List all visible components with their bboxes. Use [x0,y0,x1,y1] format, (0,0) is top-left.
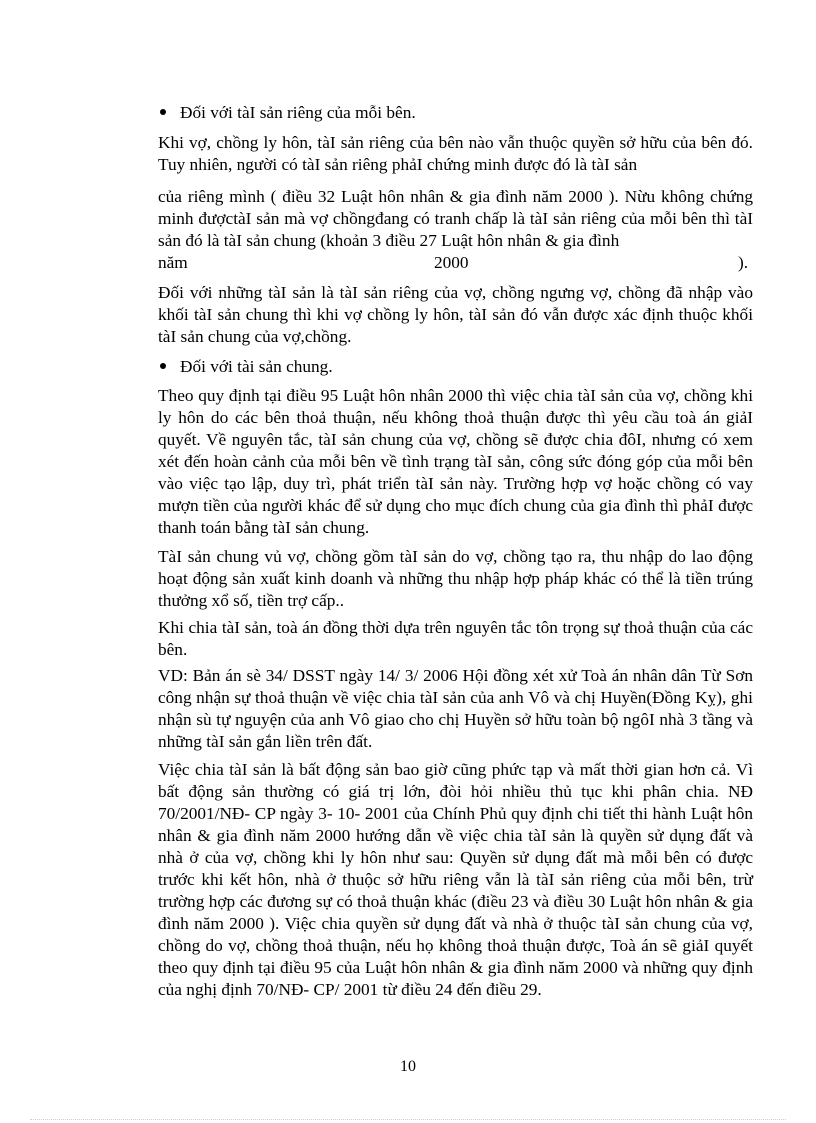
paragraph-common-property-definition: TàI sản chung vủ vợ, chồng gồm tàI sản do vợ, chồng tạo ra, thu nhập do lao động hoạt động sản xuất kinh doanh và những thu nhập hợp pháp khác có thể là tiền trúng thưởng xổ số, tiền trợ cấp.. [158,547,753,610]
paragraph-real-estate: Việc chia tàI sản là bất động sản bao giờ cũng phức tạp và mất thời gian hơn cả. Vì bất động sản thường có giá trị lớn, đòi hỏi nhiều thủ tục khi phân chia. NĐ 70/2001/NĐ- CP ngày 3- 10- 2001 của Chính Phủ quy định chi tiết thi hành Luật hôn nhân & gia đình năm 2000 hướng dẫn về việc chia tàI sản là quyền sử dụng đất và nhà ở của vợ, chồng khi ly hôn như sau: Quyền sử dụng đất mà mỗi bên có được trước khi kết hôn, nhà ở thuộc sở hữu riêng vẫn là tàI sản riêng của mỗi bên, trừ trường hợp các đương sự có thoả thuận khác (điều 23 và điều 30 Luật hôn nhân & gia đình năm 2000 ). Việc chia quyền sử dụng đất và nhà ở thuộc tàI sản chung của vợ, chồng do vợ, chồng thoả thuận, nếu họ không thoả thuận được, Toà án sẽ giảI quyết theo quy định tại điều 95 của Luật hôn nhân & gia đình năm 2000 và những quy định của nghị định 70/NĐ- CP/ 2001 từ điều 24 đến điều 29. [158,760,753,999]
bullet-common-property: Đối với tài sản chung. [160,356,333,378]
paragraph-agreement-principle: Khi chia tàI sản, toà án đồng thời dựa trên nguyên tắc tôn trọng sự thoả thuận của các bên. [158,618,753,659]
paragraph-own-property-1: Khi vợ, chồng ly hôn, tàI sản riêng của bên nào vẫn thuộc quyền sở hữu của bên đó. Tuy nhiên, người có tàI sản riêng phảI chứng minh được đó là tàI sản [158,133,753,174]
document-page: Đối với tàI sản riêng của mỗi bên. Khi vợ, chồng ly hôn, tàI sản riêng của bên nào vẫn thuộc quyền sở hữu của bên đó. Tuy nhiên, người có tàI sản riêng phảI chứng minh được đó là tàI sản của riêng mình ( điều 32 Luật hôn nhân & gia đình năm 2000 ). Nừu không chứng minh đượctàI sản mà vợ chồngđang có tranh chấp là tàI sản riêng của mỗi bên thì tàI sản đó là tàI sản chung (khoản 3 điều 27 Luật hôn nhân & gia đình năm 2000 ). Đối với những tàI sản là tàI sản riêng của vợ, chồng ngưng vợ, chồng đã nhập vào khối tàI sản chung thì khi vợ chồng ly hôn, tàI sản đó vẫn được xác định thuộc khối tàI sản chung của vợ,chồng. Đối với tài sản chung. Theo quy định tại điều 95 Luật hôn nhân 2000 thì việc chia tàI sản của vợ, chồng khi ly hôn do các bên thoả thuận, nếu không thoả thuận được thì yêu cầu toà án giảI quyết. Về nguyên tắc, tàI sản chung của vợ, chồng sẽ được chia đôI, nhưng có xem xét đến hoàn cảnh của mỗi bên về tình trạng tàI sản, công sức đóng góp của mỗi bên vào việc tạo lập, duy trì, phát triển tàI sản này. Trường hợp vợ hoặc chồng có vay mượn tiền của người khác để sử dụng cho mục đích chung của gia đình thì phảI được thanh toán bằng tàI sản chung. TàI sản chung vủ vợ, chồng gồm tàI sản do vợ, chồng tạo ra, thu nhập do lao động hoạt động sản xuất kinh doanh và những thu nhập hợp pháp khác có thể là tiền trúng thưởng xổ số, tiền trợ cấp.. Khi chia tàI sản, toà án đồng thời dựa trên nguyên tắc tôn trọng sự thoả thuận của các bên. VD: Bản án sè 34/ DSST ngày 14/ 3/ 2006 Hội đồng xét xử Toà án nhân dân Từ Sơn công nhận sự thoả thuận về việc chia tàI sản của anh Vô và chị Huyền(Đồng Kỵ), ghi nhận sù tự nguyện của anh Vô giao cho chị Huyền sở hữu toàn bộ ngôI nhà 3 tầng và những tàI sản gắn liền trên đất. Việc chia tàI sản là bất động sản bao giờ cũng phức tạp và mất thời gian hơn cả. Vì bất động sản thường có giá trị lớn, đòi hỏi nhiều thủ tục khi phân chia. NĐ 70/2001/NĐ- CP ngày 3- 10- 2001 của Chính Phủ quy định chi tiết thi hành Luật hôn nhân & gia đình năm 2000 hướng dẫn về việc chia tàI sản là quyền sử dụng đất và nhà ở của vợ, chồng khi ly hôn như sau: Quyền sử dụng đất mà mỗi bên có được trước khi kết hôn, nhà ở thuộc sở hữu riêng vẫn là tàI sản riêng của mỗi bên, trừ trường hợp các đương sự có thoả thuận khác (điều 23 và điều 30 Luật hôn nhân & gia đình năm 2000 ). Việc chia quyền sử dụng đất và nhà ở thuộc tàI sản chung của vợ, chồng do vợ, chồng thoả thuận, nếu họ không thoả thuận được, Toà án sẽ giảI quyết theo quy định tại điều 95 của Luật hôn nhân & gia đình năm 2000 và những quy định của nghị định 70/NĐ- CP/ 2001 từ điều 24 đến điều 29. 10 [0,0,816,1123]
paragraph-example-case: VD: Bản án sè 34/ DSST ngày 14/ 3/ 2006 Hội đồng xét xử Toà án nhân dân Từ Sơn công nhận sự thoả thuận về việc chia tàI sản của anh Vô và chị Huyền(Đồng Kỵ), ghi nhận sù tự nguyện của anh Vô giao cho chị Huyền sở hữu toàn bộ ngôI nhà 3 tầng và những tàI sản gắn liền trên đất. [158,666,753,751]
bullet-dot-icon [160,109,166,115]
bullet-own-property: Đối với tàI sản riêng của mỗi bên. [160,102,416,124]
page-number: 10 [400,1058,416,1075]
paragraph-merged-property: Đối với những tàI sản là tàI sản riêng của vợ, chồng ngưng vợ, chồng đã nhập vào khối tàI sản chung thì khi vợ chồng ly hôn, tàI sản đó vẫn được xác định thuộc khối tàI sản chung của vợ,chồng. [158,283,753,346]
paragraph-division-rules: Theo quy định tại điều 95 Luật hôn nhân 2000 thì việc chia tàI sản của vợ, chồng khi ly hôn do các bên thoả thuận, nếu không thoả thuận được thì yêu cầu toà án giảI quyết. Về nguyên tắc, tàI sản chung của vợ, chồng sẽ được chia đôI, nhưng có xem xét đến hoàn cảnh của mỗi bên về tình trạng tàI sản, công sức đóng góp của mỗi bên vào việc tạo lập, duy trì, phát triển tàI sản này. Trường hợp vợ hoặc chồng có vay mượn tiền của người khác để sử dụng cho mục đích chung của gia đình thì phảI được thanh toán bằng tàI sản chung. [158,386,753,537]
page-edge-divider [30,1119,786,1120]
bullet-dot-icon [160,363,166,369]
paragraph-own-property-2: của riêng mình ( điều 32 Luật hôn nhân & gia đình năm 2000 ). Nừu không chứng minh đượctàI sản mà vợ chồngđang có tranh chấp là tàI sản riêng của mỗi bên thì tàI sản đó là tàI sản chung (khoản 3 điều 27 Luật hôn nhân & gia đình [158,187,753,250]
